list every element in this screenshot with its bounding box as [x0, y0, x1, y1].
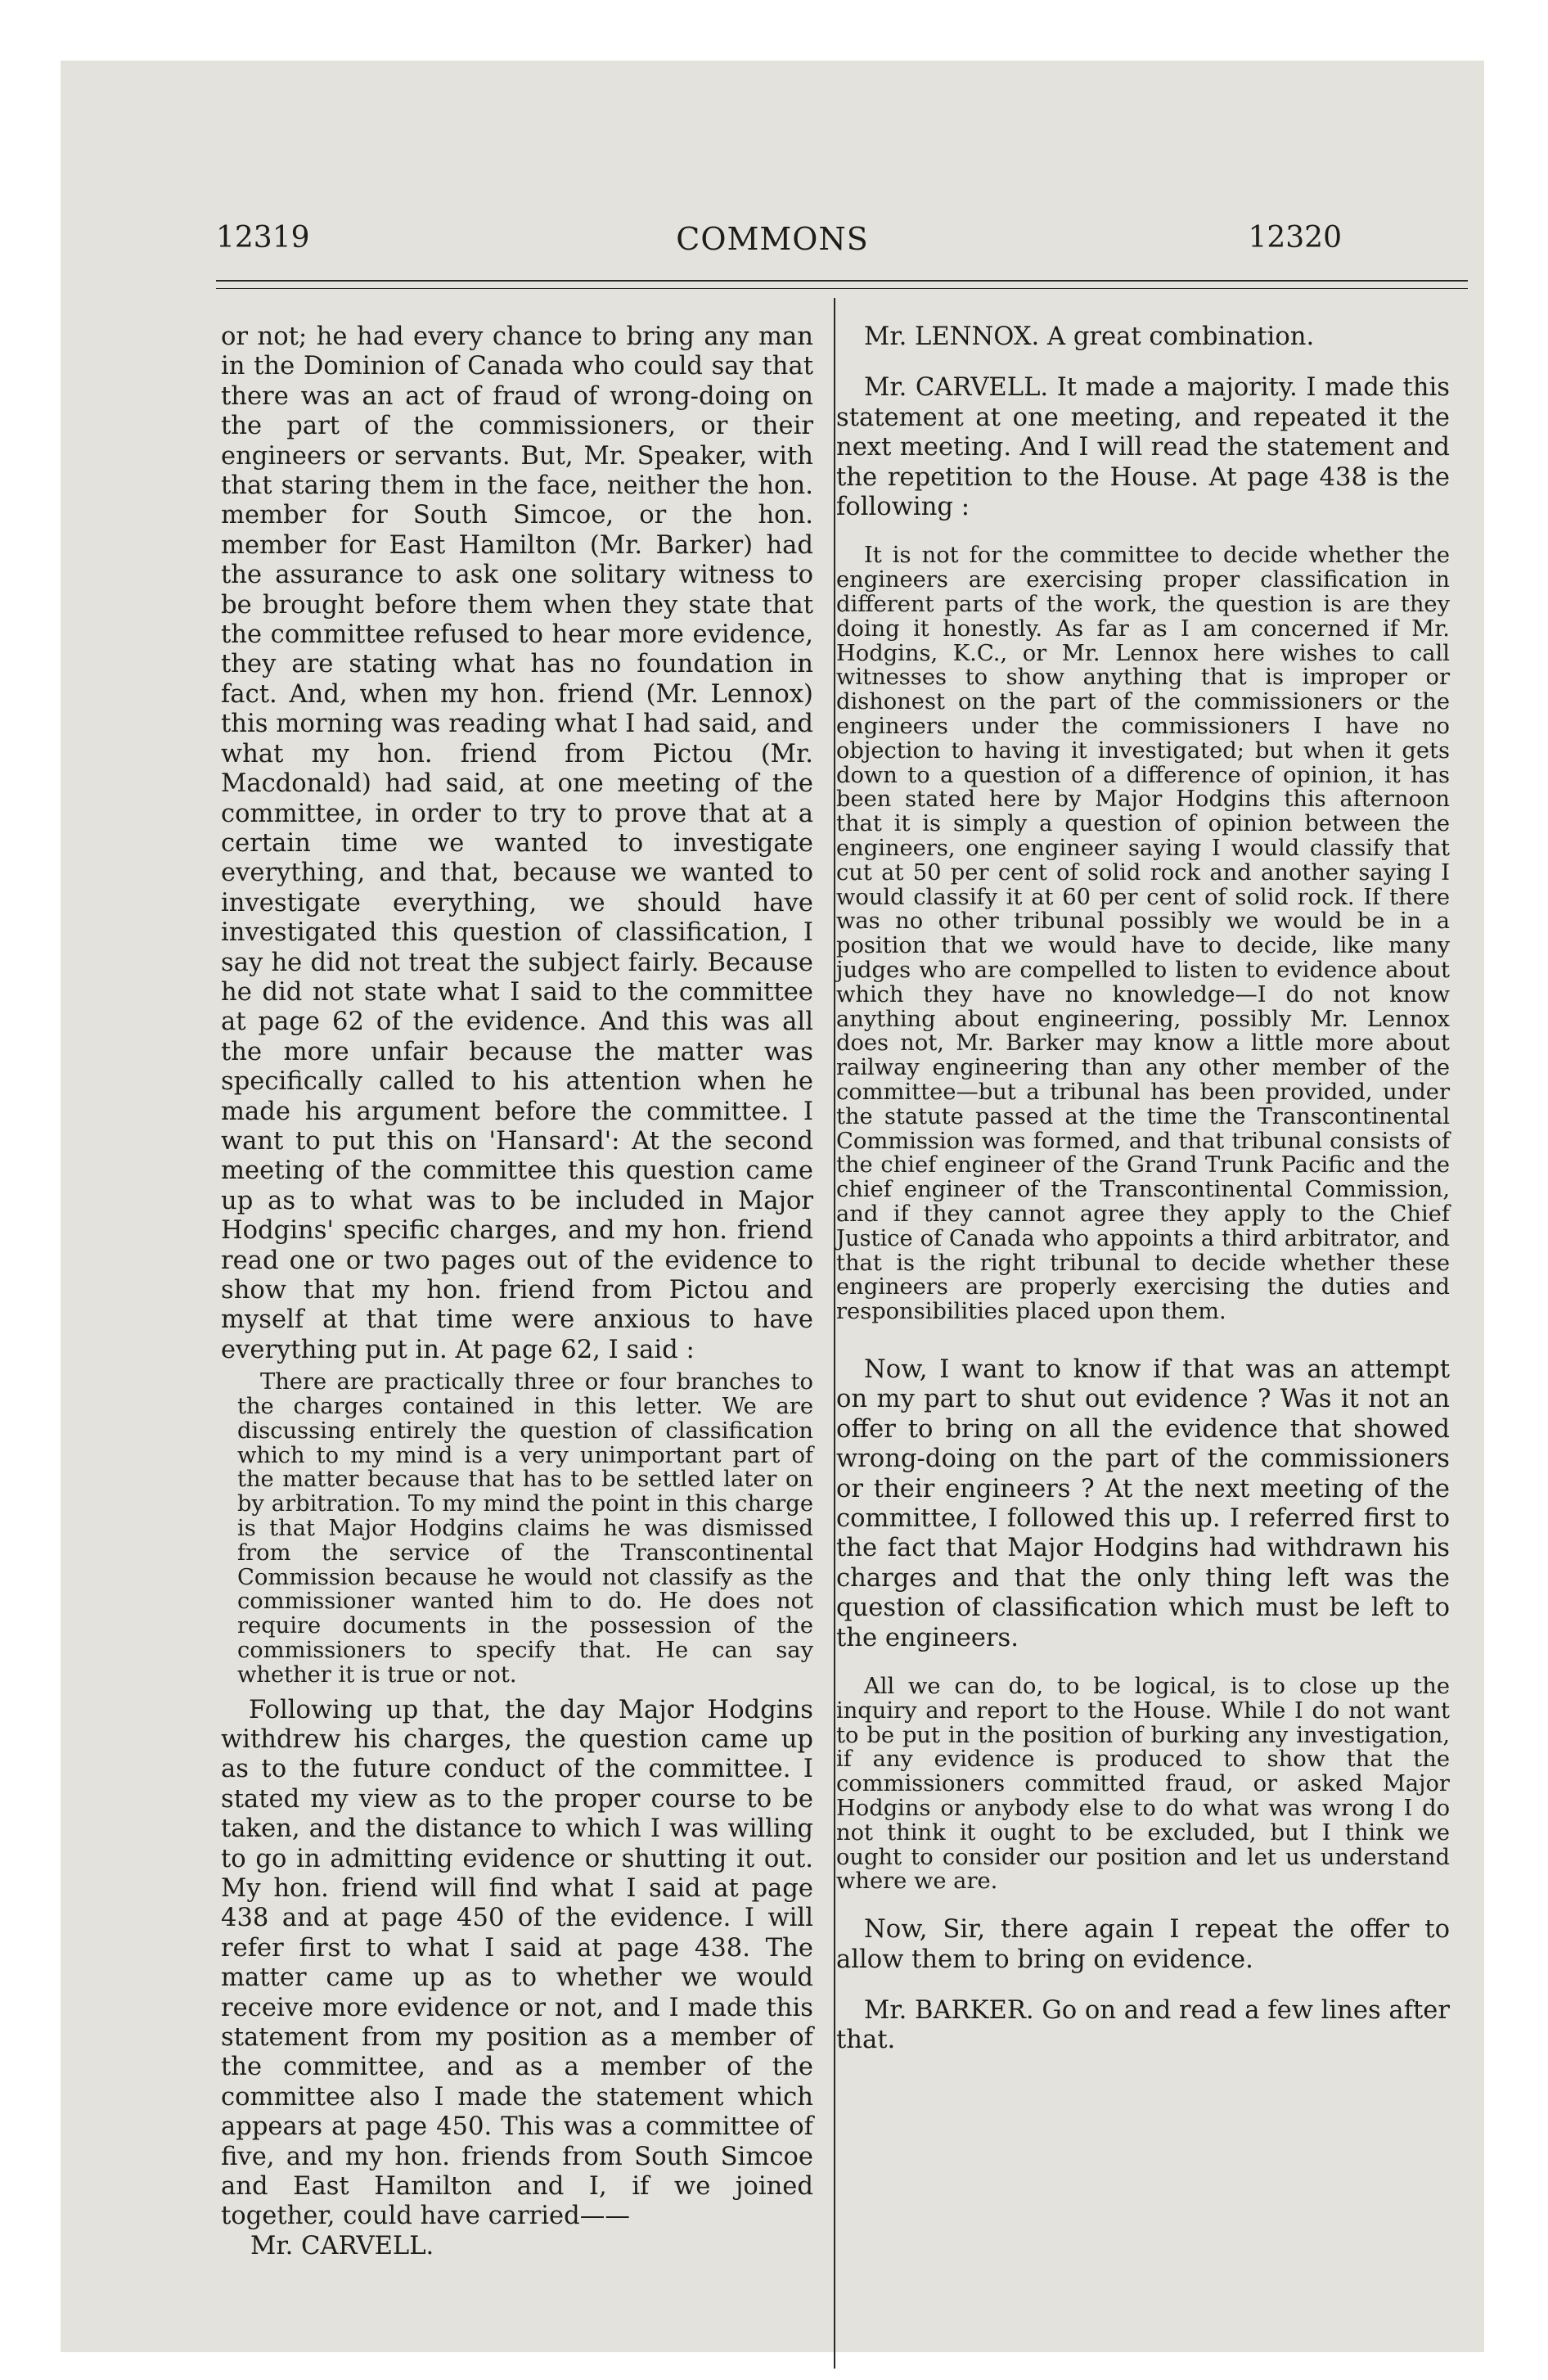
header-rule-bottom [216, 288, 1468, 289]
page-number-left: 12319 [216, 221, 310, 255]
page-header [61, 221, 1484, 262]
running-title: COMMONS [676, 221, 869, 257]
page-sheet [61, 61, 1484, 2352]
left-quotation-1: There are practically three or four branches to the charges contained in this letter. We are discussing entirely the question of classification which to my mind is a very unimportant part of the matter because that has to be settled later on by arbitration. To my mind the point in this charge is that Major Hodgins claims he was dismissed from the service of the Transcontinental Commission because he would not classify as the commissioner wanted him to do. He does not require documents in the possession of the commissioners to specify that. He can say whether it is true or not. [237, 1369, 813, 1688]
header-rule-top [216, 280, 1468, 282]
right-paragraph-1: Mr. LENNOX. A great combination. [864, 322, 1315, 351]
left-paragraph-1: or not; he had every chance to bring any man in the Dominion of Canada who could say that there was an act of fraud of wrong-doing on the part of the commissioners, or their engineers or servants. But, Mr. Speaker, with that staring them in the face, neither the hon. member for South Simcoe, or the hon. member for East Hamilton (Mr. Barker) had the assurance to ask one solitary witness to be brought before them when they state that the committee refused to hear more evidence, they are stating what has no foundation in fact. And, when my hon. friend (Mr. Lennox) this morning was reading what I had said, and what my hon. friend from Pictou (Mr. Macdonald) had said, at one meeting of the committee, in order to try to prove that at a certain time we wanted to investigate everything, and that, because we wanted to investigate everything, we should have investigated this question of classification, I say he did not treat the subject fairly. Because he did not state what I said to the committee at page 62 of the evidence. And this was all the more unfair because the matter was specifically called to his attention when he made his argument before the committee. I want to put this on 'Hansard': At the second meeting of the committee this question came up as to what was to be included in Major Hodgins' specific charges, and my hon. friend read one or two pages out of the evidence to show that my hon. friend from Pictou and myself at that time were anxious to have everything put in. At page 62, I said : [221, 322, 813, 1364]
left-speaker-line: Mr. CARVELL. [250, 2231, 434, 2261]
page-number-right: 12320 [1248, 221, 1342, 255]
column-divider [834, 298, 835, 2369]
right-paragraph-2: Mr. CARVELL. It made a majority. I made this statement at one meeting, and repeated it the next meeting. And I will read the statement and the repetition to the House. At page 438 is the following : [836, 373, 1450, 522]
right-quotation-2: All we can do, to be logical, is to close up the inquiry and report to the House. While I do not want to be put in the position of burking any investigation, if any evidence is produced to show that the commissioners committed fraud, or asked Major Hodgins or anybody else to do what was wrong I do not think it ought to be excluded, but I think we ought to consider our position and let us understand where we are. [836, 1674, 1450, 1895]
right-quotation-1: It is not for the committee to decide whether the engineers are exercising proper classification in different parts of the work, the question is are they doing it honestly. As far as I am concerned if Mr. Hodgins, K.C., or Mr. Lennox here wishes to call witnesses to show anything that is improper or dishonest on the part of the commissioners or the engineers under the commissioners I have no objection to having it investigated; but when it gets down to a question of a difference of opinion, it has been stated here by Major Hodgins this afternoon that it is simply a question of opinion between the engineers, one engineer saying I would classify that cut at 50 per cent of solid rock and another saying I would classify it at 60 per cent of solid rock. If there was no other tribunal possibly we would be in a position that we would have to decide, like many judges who are compelled to listen to evidence about which they have no knowledge—I do not know anything about engineering, possibly Mr. Lennox does not, Mr. Barker may know a little more about railway engineering than any other member of the committee—but a tribunal has been provided, under the statute passed at the time the Transcontinental Commission was formed, and that tribunal consists of the chief engineer of the Grand Trunk Pacific and the chief engineer of the Transcontinental Commission, and if they cannot agree they apply to the Chief Justice of Canada who appoints a third arbitrator, and that is the right tribunal to decide whether these engineers are properly exercising the duties and responsibilities placed upon them. [836, 543, 1450, 1325]
right-paragraph-4: Now, Sir, there again I repeat the offer to allow them to bring on evidence. [836, 1915, 1450, 1974]
left-paragraph-2: Following up that, the day Major Hodgins withdrew his charges, the question came up as to the future conduct of the committee. I stated my view as to the proper course to be taken, and the distance to which I was willing to go in admitting evidence or shutting it out. My hon. friend will find what I said at page 438 and at page 450 of the evidence. I will refer first to what I said at page 438. The matter came up as to whether we would receive more evidence or not, and I made this statement from my position as a member of the committee, and as a member of the committee also I made the statement which appears at page 450. This was a committee of five, and my hon. friends from South Simcoe and East Hamilton and I, if we joined together, could have carried—— [221, 1695, 813, 2231]
left-column [221, 322, 813, 2261]
right-column [836, 322, 1450, 2056]
right-paragraph-5: Mr. BARKER. Go on and read a few lines after that. [836, 1995, 1450, 2055]
right-paragraph-3: Now, I want to know if that was an attempt on my part to shut out evidence ? Was it not an offer to bring on all the evidence that showed wrong-doing on the part of the commissioners or their engineers ? At the next meeting of the committee, I followed this up. I referred first to the fact that Major Hodgins had withdrawn his charges and that the only thing left was the question of classification which must be left to the engineers. [836, 1355, 1450, 1652]
